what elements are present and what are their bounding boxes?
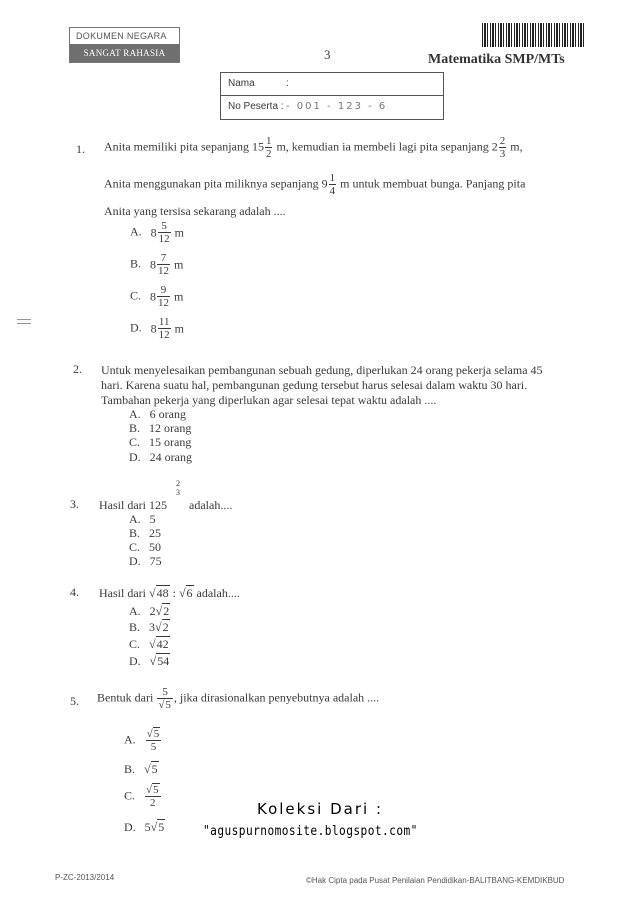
q1-option-a: A. 8 $\frac{5}{12}$ m	[130, 220, 185, 245]
document-classification-box	[69, 27, 180, 63]
q4-option-c: C. √42	[129, 637, 169, 651]
q5-option-b: B. √5	[124, 762, 158, 776]
q1-text4: Anita menggunakan pita miliknya sepanjang 9	[104, 176, 328, 191]
name-label: Nama	[228, 78, 255, 89]
q1-fraction1: $\frac{1}{2}$	[265, 135, 272, 160]
q3-option-c: C. 50	[129, 540, 162, 554]
participant-number: - 001 - 123 - 6	[286, 101, 388, 112]
page-number: 3	[324, 47, 331, 62]
q1-text3: m,	[510, 139, 523, 154]
q1-option-b: B. 8 $\frac{7}{12}$ m	[130, 252, 184, 277]
q3-option-b: B. 25	[129, 526, 162, 540]
q4-radicand1: 48	[156, 586, 169, 600]
watermark-url: "aguspurnomosite.blogspot.com"	[203, 824, 418, 839]
q1-text1: Anita memiliki pita sepanjang 15	[104, 139, 264, 154]
q2-option-b: B. 12 orang	[129, 421, 192, 435]
participant-label: No Peserta :	[228, 101, 284, 112]
q4-number: 4.	[70, 585, 79, 599]
margin-mark	[17, 319, 31, 324]
watermark-title: Koleksi Dari :	[257, 800, 383, 818]
q2-option-c: C. 15 orang	[129, 435, 192, 449]
q1-fraction3: $\frac{1}{4}$	[329, 172, 336, 197]
q2-line1: Untuk menyelesaikan pembangunan sebuah gedung, diperlukan 24 orang pekerja selama 45	[101, 363, 543, 377]
footer-copyright: ©Hak Cipta pada Pusat Penilaian Pendidikan-BALITBANG-KEMDIKBUD	[306, 876, 565, 885]
q2-option-d: D. 24 orang	[129, 450, 192, 464]
doc-label-top: DOKUMEN NEGARA	[76, 31, 167, 41]
q1-line1	[104, 135, 594, 160]
q2-number: 2.	[73, 362, 82, 376]
q2-line3: Tambahan pekerja yang diperlukan agar selesai tepat waktu adalah ....	[101, 393, 437, 407]
q3-option-d: D. 75	[129, 554, 162, 568]
q5-option-a: A. $\frac{√5}{5}$	[124, 728, 160, 753]
q3-option-a: A. 5	[129, 512, 156, 526]
q1-text2: m, kemudian ia membeli lagi pita sepanjang 2	[276, 139, 498, 154]
q3-text2: adalah....	[189, 498, 233, 512]
q4-line: Hasil dari √48 : √6 adalah....	[99, 586, 240, 600]
q4-option-b: B. 3√2	[129, 620, 169, 634]
q1-line2	[104, 172, 594, 197]
q1-option-c: C. 8 $\frac{9}{12}$ m	[130, 284, 184, 309]
barcode-icon	[482, 23, 585, 47]
q4-option-d: D. √54	[129, 654, 170, 668]
q5-line: Bentuk dari $\frac{5}{√5}$ , jika dirasionalkan penyebutnya adalah ....	[97, 686, 380, 711]
q4-option-a: A. 2√2	[129, 604, 170, 618]
q1-fraction2: $\frac{2}{3}$	[499, 135, 506, 160]
subject-title: Matematika SMP/MTs	[428, 52, 565, 67]
q5-number: 5.	[70, 694, 79, 708]
q1-option-d: D. 8 $\frac{11}{12}$ m	[130, 316, 185, 341]
name-row	[221, 73, 443, 96]
q1-text5: m untuk membuat bunga. Panjang pita	[340, 176, 526, 191]
q2-option-a: A. 6 orang	[129, 407, 186, 421]
q5-option-c: C. $\frac{√5}{2}$	[124, 784, 159, 809]
q5-fraction: $\frac{5}{√5}$	[158, 686, 171, 711]
q1-number: 1.	[76, 142, 85, 156]
q3-number: 3.	[70, 497, 79, 511]
q3-exponent: 2 3	[176, 479, 180, 497]
q4-radicand2: 6	[186, 586, 193, 600]
participant-row	[221, 96, 443, 118]
footer-code: P-ZC-2013/2014	[55, 873, 115, 882]
q1-text6: Anita yang tersisa sekarang adalah ....	[104, 204, 286, 218]
q5-option-d: D. 5√5	[124, 820, 165, 834]
doc-label-bottom: SANGAT RAHASIA	[70, 44, 179, 62]
name-colon: :	[286, 78, 289, 89]
q2-line2: hari. Karena suatu hal, pembangunan gedung tersebut harus selesai dalam waktu 30 hari.	[101, 378, 528, 392]
identity-table	[220, 72, 444, 120]
q3-text1: Hasil dari 125	[99, 498, 167, 512]
